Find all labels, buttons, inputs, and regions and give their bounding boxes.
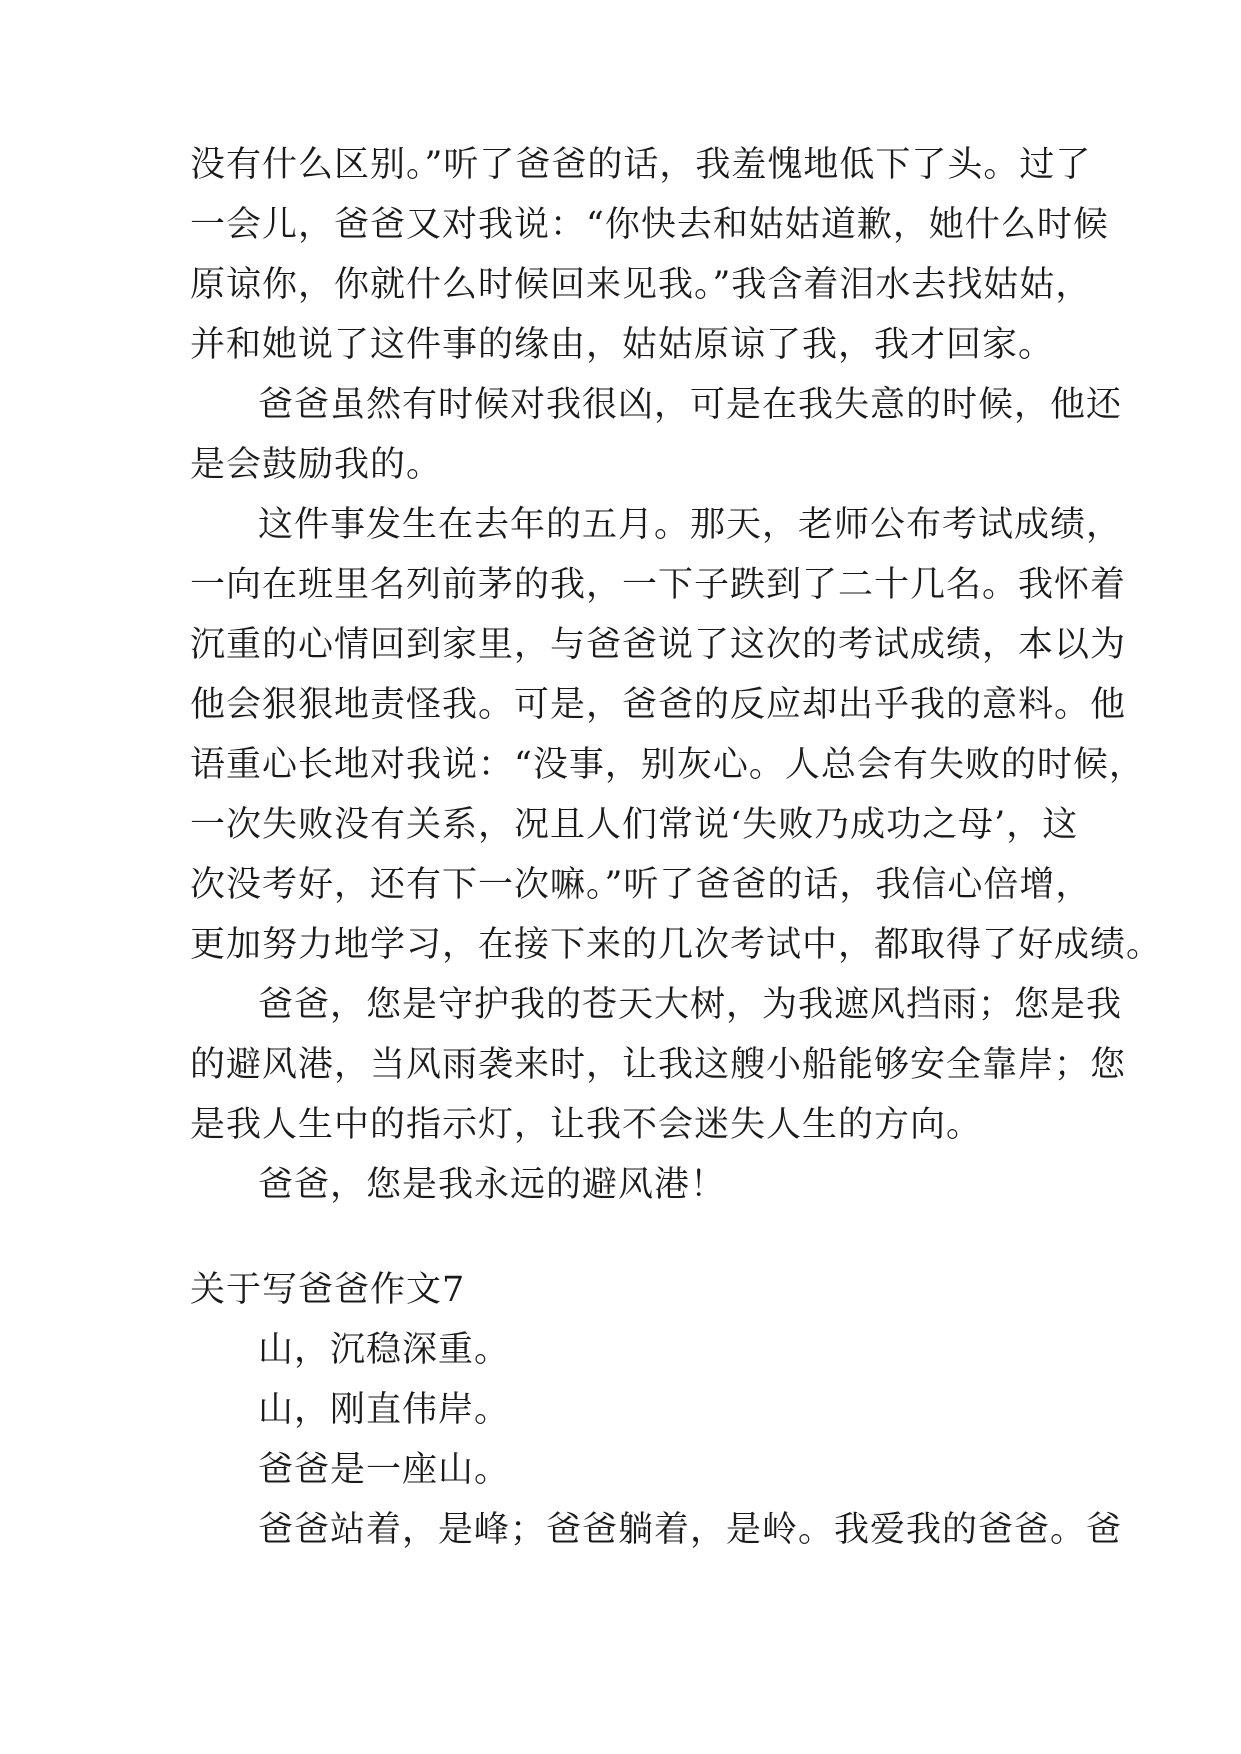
paragraph-line: 的避风港，当风雨袭来时，让我这艘小船能够安全靠岸；您: [190, 1045, 1127, 1085]
paragraph-line: 是会鼓励我的。: [190, 445, 443, 485]
paragraph-line: 一会儿，爸爸又对我说：“你快去和姑姑道歉，她什么时候: [190, 205, 1109, 245]
paragraph-line: 爸爸，您是守护我的苍天大树，为我遮风挡雨；您是我: [258, 985, 1123, 1025]
paragraph-line: 爸爸站着，是峰；爸爸躺着，是岭。我爱我的爸爸。爸: [258, 1510, 1123, 1550]
section-heading: 关于写爸爸作文7: [190, 1270, 466, 1310]
paragraph-line: 是我人生中的指示灯，让我不会迷失人生的方向。: [190, 1105, 983, 1145]
paragraph-line: 爸爸，您是我永远的避风港！: [258, 1165, 727, 1205]
paragraph-line: 山，刚直伟岸。: [258, 1390, 511, 1430]
paragraph-line: 并和她说了这件事的缘由，姑姑原谅了我，我才回家。: [190, 325, 1055, 365]
paragraph-line: 爸爸是一座山。: [258, 1450, 511, 1490]
paragraph-line: 一次失败没有关系，况且人们常说‘失败乃成功之母’，这: [190, 805, 1079, 845]
paragraph-line: 没有什么区别。”听了爸爸的话，我羞愧地低下了头。过了: [190, 145, 1092, 185]
paragraph-line: 一向在班里名列前茅的我，一下子跌到了二十几名。我怀着: [190, 565, 1127, 605]
paragraph-line: 次没考好，还有下一次嘛。”听了爸爸的话，我信心倍增，: [190, 865, 1092, 905]
paragraph-line: 原谅你，你就什么时候回来见我。”我含着泪水去找姑姑，: [190, 265, 1092, 305]
paragraph-line: 他会狠狠地责怪我。可是，爸爸的反应却出乎我的意料。他: [190, 685, 1127, 725]
paragraph-line: 这件事发生在去年的五月。那天，老师公布考试成绩，: [258, 505, 1123, 545]
paragraph-line: 沉重的心情回到家里，与爸爸说了这次的考试成绩，本以为: [190, 625, 1127, 665]
paragraph-line: 爸爸虽然有时候对我很凶，可是在我失意的时候，他还: [258, 385, 1123, 425]
paragraph-line: 更加努力地学习，在接下来的几次考试中，都取得了好成绩。: [190, 925, 1163, 965]
paragraph-line: 语重心长地对我说：“没事，别灰心。人总会有失败的时候，: [190, 745, 1145, 785]
paragraph-line: 山，沉稳深重。: [258, 1330, 511, 1370]
